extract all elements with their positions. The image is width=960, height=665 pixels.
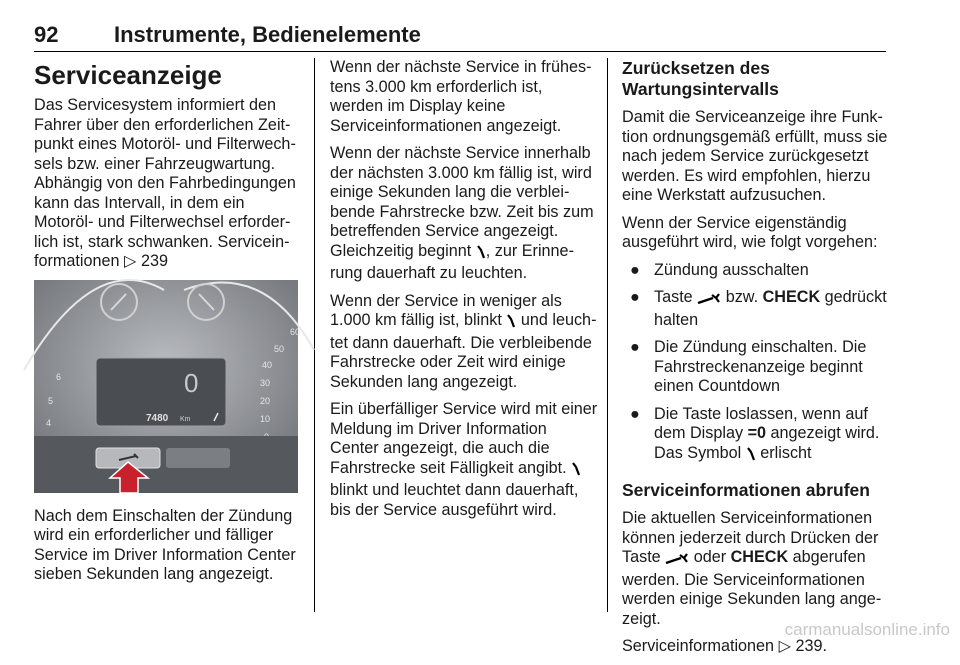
header-rule: [34, 51, 886, 52]
list-item: [622, 338, 888, 397]
odometer-value: 7480: [146, 412, 169, 424]
odometer-unit: Km: [180, 415, 191, 423]
section-title: Instrumente, Bedienelemente: [114, 22, 421, 47]
heading-service-info: Serviceinformationen abrufen: [622, 480, 870, 500]
text: Wenn der Service in weniger als 1.000 km fällig ist, blinkt: [330, 291, 562, 329]
text: und leuchtet dann dauerhaft. Die verbleibende Fahrstrecke oder Zeit wird einige Sekunden lang angezeigt.: [330, 311, 597, 391]
list-item: [622, 288, 888, 330]
text: bzw.: [725, 288, 759, 306]
text: Taste: [654, 288, 693, 306]
bullet-icon: ●: [630, 404, 640, 423]
reset-procedure: Wenn der Service eigenständig ausgeführt wird, wie folgt vorgehen:: [622, 213, 878, 251]
column-3: [622, 58, 888, 665]
column-1: [34, 58, 302, 593]
intro-text: Das Servicesystem informiert den Fahrer über den erforderlichen Zeitpunkt eines Motoröl- und Filterwechsels bzw. einer Fahrzeugwartung. Abhängig von den Fahrbedingungen kann das Intervall, in dem ein Motoröl- und Filterwechsel erforderlich ist, stark schwanken. Serviceinformationen: [34, 96, 296, 270]
page-ref-arrow-icon: ▷: [778, 637, 792, 655]
page-ref[interactable]: 239.: [795, 637, 828, 655]
text: Die Zündung einschalten. Die Fahrstreckenanzeige beginnt einen Countdown: [654, 338, 867, 395]
text: CHECK: [762, 288, 821, 306]
svg-text:10: 10: [260, 413, 271, 424]
svg-text:6: 6: [56, 371, 62, 382]
wrench-icon: [506, 314, 516, 334]
text: gedrückt halten: [654, 288, 887, 329]
bullet-icon: ●: [630, 260, 640, 279]
page-ref[interactable]: 239: [140, 252, 168, 270]
after-ignition-paragraph: Nach dem Einschalten der Zündung wird ein erforderlicher und fälliger Service im Driver Information Center sieben Sekunden lang angezeigt.: [34, 506, 296, 583]
display-value: 0: [184, 367, 199, 398]
service-key-icon: [665, 551, 689, 571]
paragraph-3000-within: [330, 144, 598, 284]
text: erlischt: [760, 443, 812, 462]
text: Zündung ausschalten: [654, 260, 809, 279]
column-divider-1: [314, 58, 315, 612]
svg-text:30: 30: [260, 377, 271, 388]
svg-text:20: 20: [260, 395, 271, 406]
heading-serviceanzeige: Serviceanzeige: [34, 60, 222, 90]
column-2: [330, 58, 598, 528]
cluster-photo: [34, 280, 301, 493]
text: Serviceinformationen: [622, 637, 775, 655]
reset-intro: Damit die Serviceanzeige ihre Funktion ordnungsgemäß erfüllt, muss sie nach jedem Service zurückgesetzt werden. Es wird empfohlen, hierzu eine Werkstatt aufzusuchen.: [622, 108, 888, 204]
text: , zur Erinnerung dauerhaft zu leuchten.: [330, 241, 574, 282]
list-item: [622, 405, 888, 467]
wrench-icon: [476, 245, 486, 265]
text: blinkt und leuchtet dann dauerhaft, bis der Service ausgeführt wird.: [330, 481, 579, 519]
column-divider-2: [607, 58, 608, 612]
list-item: [622, 261, 888, 281]
paragraph-overdue: [330, 400, 598, 520]
svg-text:5: 5: [48, 395, 54, 406]
text: abgerufen werden. Die Serviceinformationen werden einige Sekunden lang angezeigt.: [622, 548, 882, 628]
svg-text:60: 60: [290, 326, 301, 337]
text: Die aktuellen Serviceinformationen können jederzeit durch Drücken der Taste: [622, 509, 879, 566]
paragraph-3000-plus: Wenn der nächste Service in frühestens 3.000 km erforderlich ist, werden im Display keine Serviceinformationen angezeigt.: [330, 58, 592, 135]
bullet-icon: ●: [630, 288, 640, 306]
page-ref-arrow-icon: ▷: [123, 252, 137, 270]
text: oder: [693, 548, 727, 566]
bullet-icon: ●: [630, 338, 640, 356]
paragraph-1000: [330, 292, 598, 393]
text: angezeigt wird. Das Symbol: [654, 424, 880, 462]
svg-text:50: 50: [274, 343, 285, 354]
svg-text:4: 4: [46, 417, 52, 428]
text: Die Taste loslassen, wenn auf dem Display: [654, 404, 868, 442]
heading-reset: Zurücksetzen des Wartungsintervalls: [622, 58, 779, 99]
text: CHECK: [730, 548, 789, 566]
page-number: 92: [34, 22, 59, 47]
svg-text:40: 40: [262, 359, 273, 370]
service-info-paragraph: [622, 509, 888, 629]
text: Ein überfälliger Service wird mit einer Meldung im Driver Information Center angezeigt, die auch die Fahrstrecke seit Fälligkeit angibt.: [330, 400, 598, 477]
intro-paragraph: [34, 96, 302, 272]
service-key-icon: [697, 291, 721, 311]
page-header: [34, 20, 886, 50]
text: =0: [747, 424, 767, 442]
wrench-icon: [746, 447, 756, 467]
text: Wenn der nächste Service innerhalb der nächsten 3.000 km fällig ist, wird einige Sekunden lang die verbleibende Fahrstrecke bzw. Zeit bis zum betreffenden Service angezeigt. Gleichzeitig beginnt: [330, 144, 594, 260]
wrench-icon: [571, 462, 581, 482]
watermark: carmanualsonline.info: [784, 620, 950, 639]
